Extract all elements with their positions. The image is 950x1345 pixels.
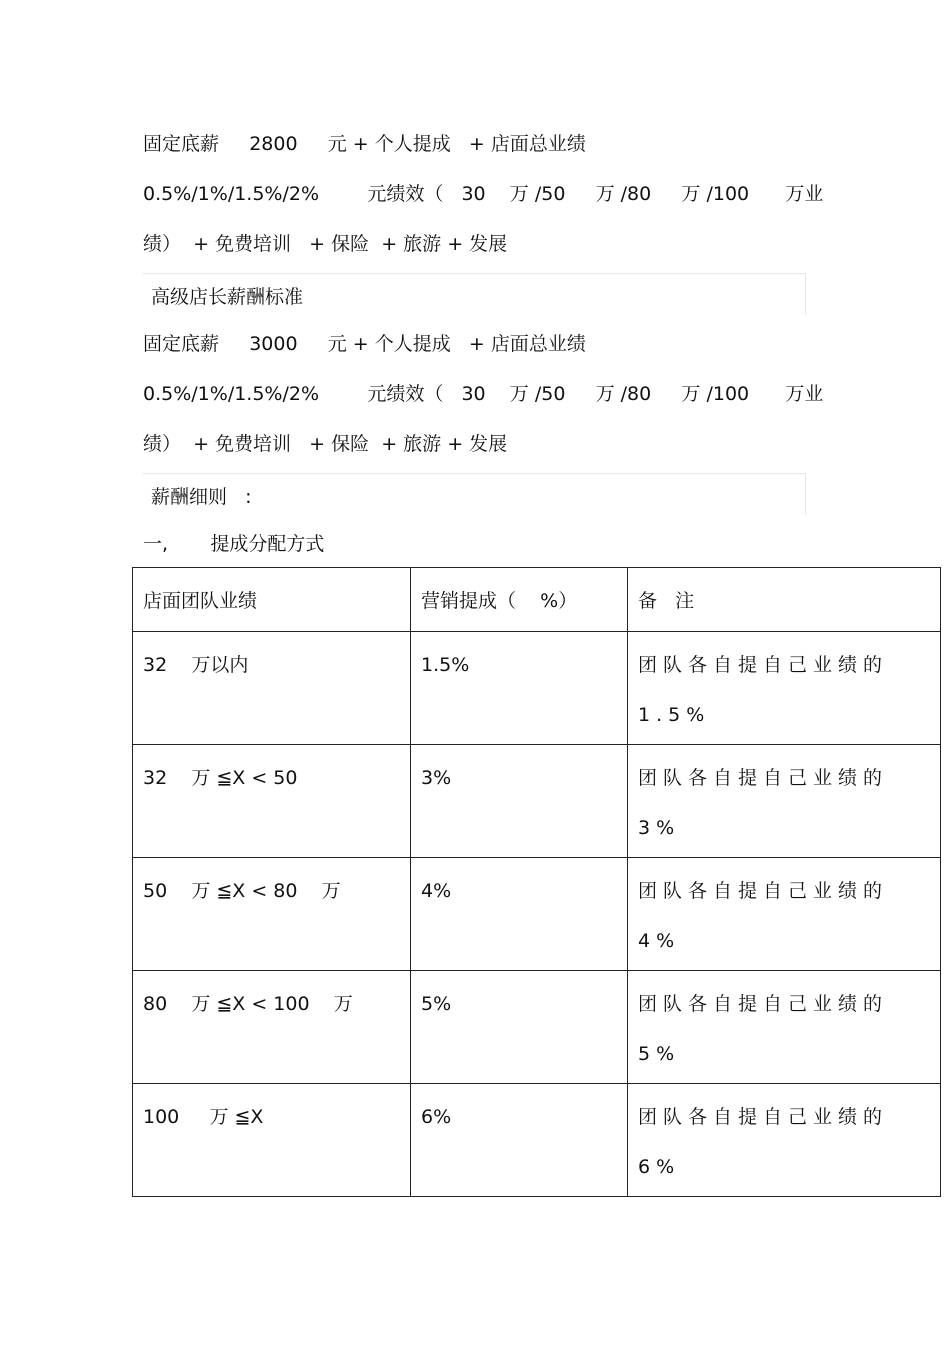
header-cell: 店面团队业绩 <box>133 568 411 632</box>
header-cell: 备 注 <box>628 568 941 632</box>
table-row <box>133 632 941 745</box>
heading-senior-manager: 高级店长薪酬标准 <box>151 286 304 308</box>
commission-table <box>132 567 941 1197</box>
range-cell: 32 万以内 <box>133 632 411 745</box>
range-cell: 80 万 ≦X < 100 万 <box>133 971 411 1084</box>
paragraph-line: 0.5%/1%/1.5%/2% 元绩效（ 30 万 /50 万 /80 万 /100 万业 <box>143 383 824 405</box>
note-cell: 团队各自提自己业绩的 3% <box>628 745 941 858</box>
range-cell: 100 万 ≦X <box>133 1084 411 1197</box>
rate-cell: 4% <box>411 858 628 971</box>
heading-salary-rules-box <box>143 473 806 515</box>
rate-cell: 1.5% <box>411 632 628 745</box>
paragraph-line: 固定底薪 2800 元 + 个人提成 + 店面总业绩 <box>143 133 586 155</box>
table-row <box>133 1084 941 1197</box>
note-cell: 团队各自提自己业绩的 6% <box>628 1084 941 1197</box>
heading-salary-rules: 薪酬细则 : <box>151 486 252 508</box>
table-row <box>133 971 941 1084</box>
note-cell: 团队各自提自己业绩的 5% <box>628 971 941 1084</box>
note-cell: 团队各自提自己业绩的 4% <box>628 858 941 971</box>
header-cell: 营销提成（ %） <box>411 568 628 632</box>
rate-cell: 5% <box>411 971 628 1084</box>
paragraph-line: 绩） + 免费培训 + 保险 + 旅游 + 发展 <box>143 433 508 455</box>
range-cell: 32 万 ≦X < 50 <box>133 745 411 858</box>
rate-cell: 3% <box>411 745 628 858</box>
table-row <box>133 745 941 858</box>
paragraph-line: 0.5%/1%/1.5%/2% 元绩效（ 30 万 /50 万 /80 万 /100 万业 <box>143 183 824 205</box>
paragraph-line: 绩） + 免费培训 + 保险 + 旅游 + 发展 <box>143 233 508 255</box>
heading-senior-manager-box <box>143 273 806 315</box>
section-title: 一, 提成分配方式 <box>143 533 325 555</box>
paragraph-line: 固定底薪 3000 元 + 个人提成 + 店面总业绩 <box>143 333 586 355</box>
table-row <box>133 858 941 971</box>
note-cell: 团队各自提自己业绩的 1.5% <box>628 632 941 745</box>
rate-cell: 6% <box>411 1084 628 1197</box>
range-cell: 50 万 ≦X < 80 万 <box>133 858 411 971</box>
